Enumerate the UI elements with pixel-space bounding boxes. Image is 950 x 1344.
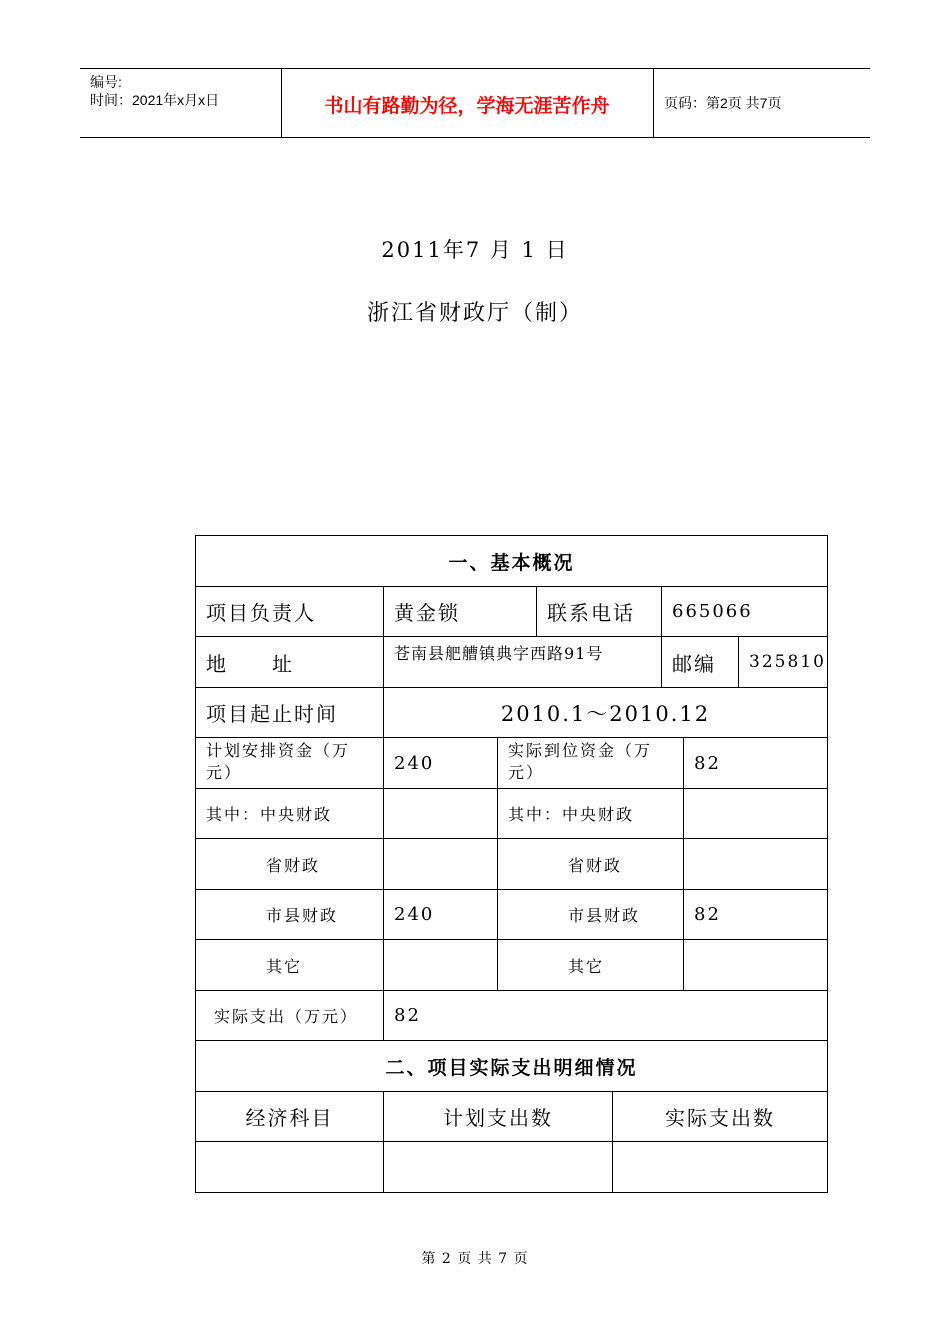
period-value: 2010.1～2010.12	[384, 688, 827, 738]
report-date: 2011年7 月 1 日	[381, 238, 569, 262]
central-planned-label: 其中：中央财政	[196, 789, 384, 839]
address-value: 苍南县舥艚镇典字西路91号	[384, 637, 662, 688]
section2-title: 二、项目实际支出明细情况	[196, 1041, 827, 1092]
header-motto: 书山有路勤为径，学海无涯苦作舟	[324, 95, 610, 117]
province-actual-label: 省财政	[498, 839, 684, 890]
phone-value: 665066	[662, 587, 827, 637]
actual-spent-value: 82	[384, 991, 827, 1041]
province-planned-label: 省财政	[196, 839, 384, 890]
planned-funds-value: 240	[384, 738, 498, 789]
col-subject: 经济科目	[196, 1092, 384, 1142]
province-actual-value	[684, 839, 827, 890]
serial-label: 编号:	[90, 74, 122, 90]
section1-title: 一、基本概况	[196, 536, 827, 587]
other-actual-label: 其它	[498, 940, 684, 991]
address-label: 地 址	[196, 637, 384, 688]
other-planned-value	[384, 940, 498, 991]
page-header	[80, 68, 870, 138]
zip-value: 325810	[739, 637, 827, 688]
row1-planned	[384, 1142, 613, 1192]
header-divider	[653, 69, 654, 137]
central-actual-label: 其中：中央财政	[498, 789, 684, 839]
central-actual-value	[684, 789, 827, 839]
zip-label: 邮编	[662, 637, 739, 688]
row1-actual	[613, 1142, 827, 1192]
actual-funds-label: 实际到位资金（万元）	[498, 738, 684, 789]
other-planned-label: 其它	[196, 940, 384, 991]
page-footer: 第 2 页 共 7 页	[421, 1251, 529, 1267]
province-planned-value	[384, 839, 498, 890]
actual-funds-value: 82	[684, 738, 827, 789]
report-issuer: 浙江省财政厅（制）	[366, 301, 583, 326]
leader-value: 黄金锁	[384, 587, 537, 637]
leader-label: 项目负责人	[196, 587, 384, 637]
period-label: 项目起止时间	[196, 688, 384, 738]
header-page-info: 页码：第2页 共7页	[664, 95, 782, 111]
row1-subject	[196, 1142, 384, 1192]
central-planned-value	[384, 789, 498, 839]
phone-label: 联系电话	[537, 587, 662, 637]
city-planned-label: 市县财政	[196, 890, 384, 940]
project-table	[195, 535, 828, 1193]
city-planned-value: 240	[384, 890, 498, 940]
city-actual-label: 市县财政	[498, 890, 684, 940]
header-meta	[90, 73, 219, 109]
planned-funds-label: 计划安排资金（万元）	[196, 738, 384, 789]
actual-spent-label: 实际支出（万元）	[196, 991, 384, 1041]
col-actual: 实际支出数	[613, 1092, 827, 1142]
col-planned: 计划支出数	[384, 1092, 613, 1142]
city-actual-value: 82	[684, 890, 827, 940]
other-actual-value	[684, 940, 827, 991]
time-label: 时间：2021年x月x日	[90, 92, 220, 108]
